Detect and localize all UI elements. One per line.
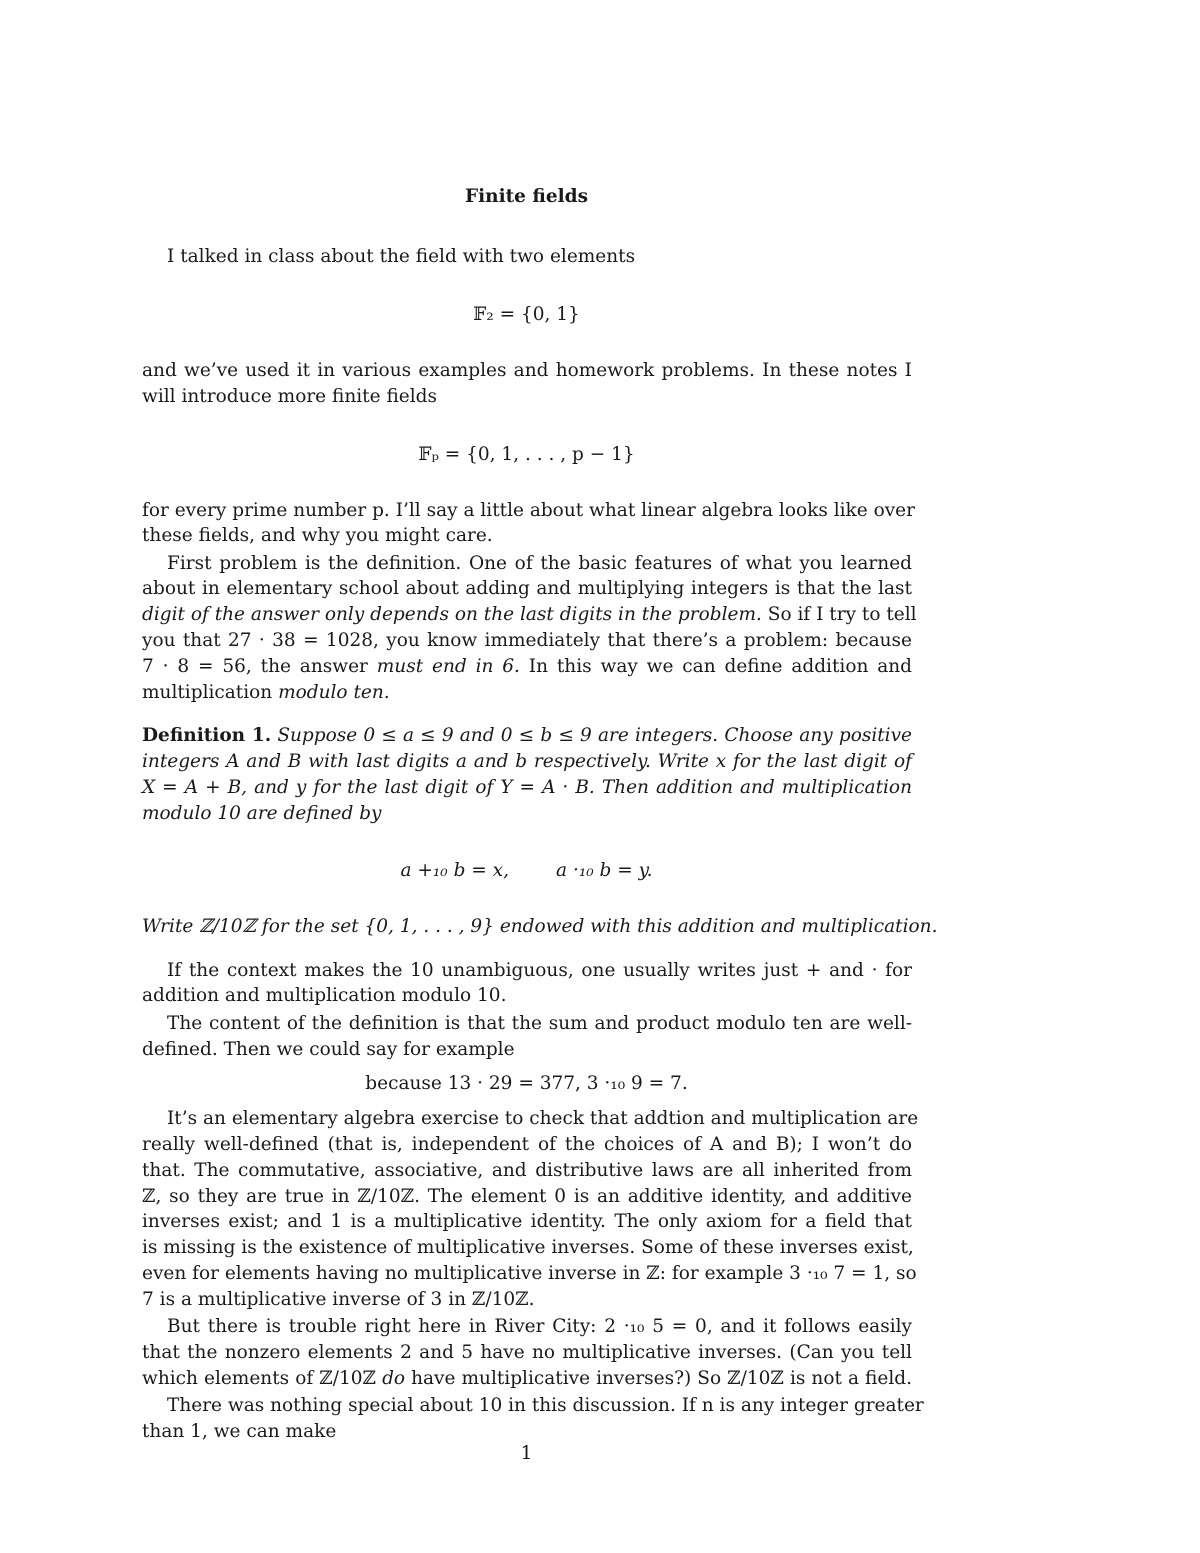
paragraph-line: that the nonzero elements 2 and 5 have no multiplicative inverses. (Can you tell xyxy=(142,1342,912,1363)
emphasis-text: modulo ten. xyxy=(278,682,390,703)
equation-fp: 𝔽ₚ = {0, 1, . . . , p − 1} xyxy=(418,444,635,465)
paragraph-line: defined. Then we could say for example xyxy=(142,1039,515,1060)
paragraph-line: and we’ve used it in various examples and homework problems. In these notes I xyxy=(142,360,912,381)
paragraph-line: First problem is the definition. One of the basic features of what you learned xyxy=(167,553,912,574)
paragraph-line: for every prime number p. I’ll say a little about what linear algebra looks like over xyxy=(142,500,915,521)
equation-mod-ops: a +₁₀ b = x, a ·₁₀ b = y. xyxy=(400,860,653,881)
text-segment: have multiplicative inverses?) So ℤ/10ℤ is not a field. xyxy=(405,1368,912,1389)
paragraph-line: I talked in class about the field with two elements xyxy=(167,246,636,267)
page-title: Finite fields xyxy=(465,186,588,207)
definition-line xyxy=(142,723,912,749)
text-segment: which elements of ℤ/10ℤ xyxy=(142,1368,383,1389)
paragraph-line xyxy=(142,1366,912,1392)
paragraph-line: will introduce more finite fields xyxy=(142,386,437,407)
paragraph-line: But there is trouble right here in River City: 2 ·₁₀ 5 = 0, and it follows easily xyxy=(167,1316,912,1337)
text-segment: In this way we can define addition and xyxy=(519,656,913,677)
paragraph-line: The content of the definition is that the sum and product modulo ten are well- xyxy=(167,1013,912,1034)
paragraph-line xyxy=(142,680,912,706)
emphasis-text: digit of the answer only depends on the last digits in the problem. xyxy=(142,604,762,625)
paragraph-line: really well-defined (that is, independent of the choices of A and B); I won’t do xyxy=(142,1134,912,1155)
paragraph-line: these fields, and why you might care. xyxy=(142,525,493,546)
paragraph-line: that. The commutative, associative, and distributive laws are all inherited from xyxy=(142,1160,912,1181)
text-segment: 7 · 8 = 56, the answer xyxy=(142,656,377,677)
text-segment: multiplication xyxy=(142,682,279,703)
emphasis-text: do xyxy=(382,1368,406,1389)
paragraph-line: inverses exist; and 1 is a multiplicative identity. The only axiom for a field that xyxy=(142,1211,912,1232)
paragraph-line: If the context makes the 10 unambiguous, one usually writes just + and · for xyxy=(167,960,912,981)
paragraph-line xyxy=(142,654,912,680)
paragraph-line: even for elements having no multiplicative inverse in ℤ: for example 3 ·₁₀ 7 = 1, so xyxy=(142,1263,917,1284)
paragraph-line: is missing is the existence of multiplicative inverses. Some of these inverses exist, xyxy=(142,1237,914,1258)
definition-line: Write ℤ/10ℤ for the set {0, 1, . . . , 9} endowed with this addition and multiplication. xyxy=(142,916,938,937)
equation-f2: 𝔽₂ = {0, 1} xyxy=(473,304,580,325)
page-number: 1 xyxy=(520,1443,533,1464)
equation-example: because 13 · 29 = 377, 3 ·₁₀ 9 = 7. xyxy=(365,1073,688,1094)
paragraph-line: about in elementary school about adding and multiplying integers is that the last xyxy=(142,578,912,599)
paragraph-line: It’s an elementary algebra exercise to check that addtion and multiplication are xyxy=(167,1108,919,1129)
text-segment: So if I try to tell xyxy=(761,604,917,625)
definition-line: X = A + B, and y for the last digit of Y = A · B. Then addition and multiplication xyxy=(142,777,912,798)
definition-line: modulo 10 are defined by xyxy=(142,803,382,824)
definition-text: Suppose 0 ≤ a ≤ 9 and 0 ≤ b ≤ 9 are integers. Choose any positive xyxy=(277,725,912,746)
paragraph-line: addition and multiplication modulo 10. xyxy=(142,985,507,1006)
paragraph-line: you that 27 · 38 = 1028, you know immediately that there’s a problem: because xyxy=(142,630,912,651)
definition-line: integers A and B with last digits a and b respectively. Write x for the last digit of xyxy=(142,751,912,772)
paragraph-line: There was nothing special about 10 in this discussion. If n is any integer greater xyxy=(167,1395,924,1416)
paragraph-line: ℤ, so they are true in ℤ/10ℤ. The element 0 is an additive identity, and additive xyxy=(142,1186,912,1207)
emphasis-text: must end in 6. xyxy=(376,656,520,677)
paragraph-line: 7 is a multiplicative inverse of 3 in ℤ/10ℤ. xyxy=(142,1289,535,1310)
paragraph-line xyxy=(142,602,917,628)
paragraph-line: than 1, we can make xyxy=(142,1421,337,1442)
definition-label: Definition 1. xyxy=(142,725,272,746)
